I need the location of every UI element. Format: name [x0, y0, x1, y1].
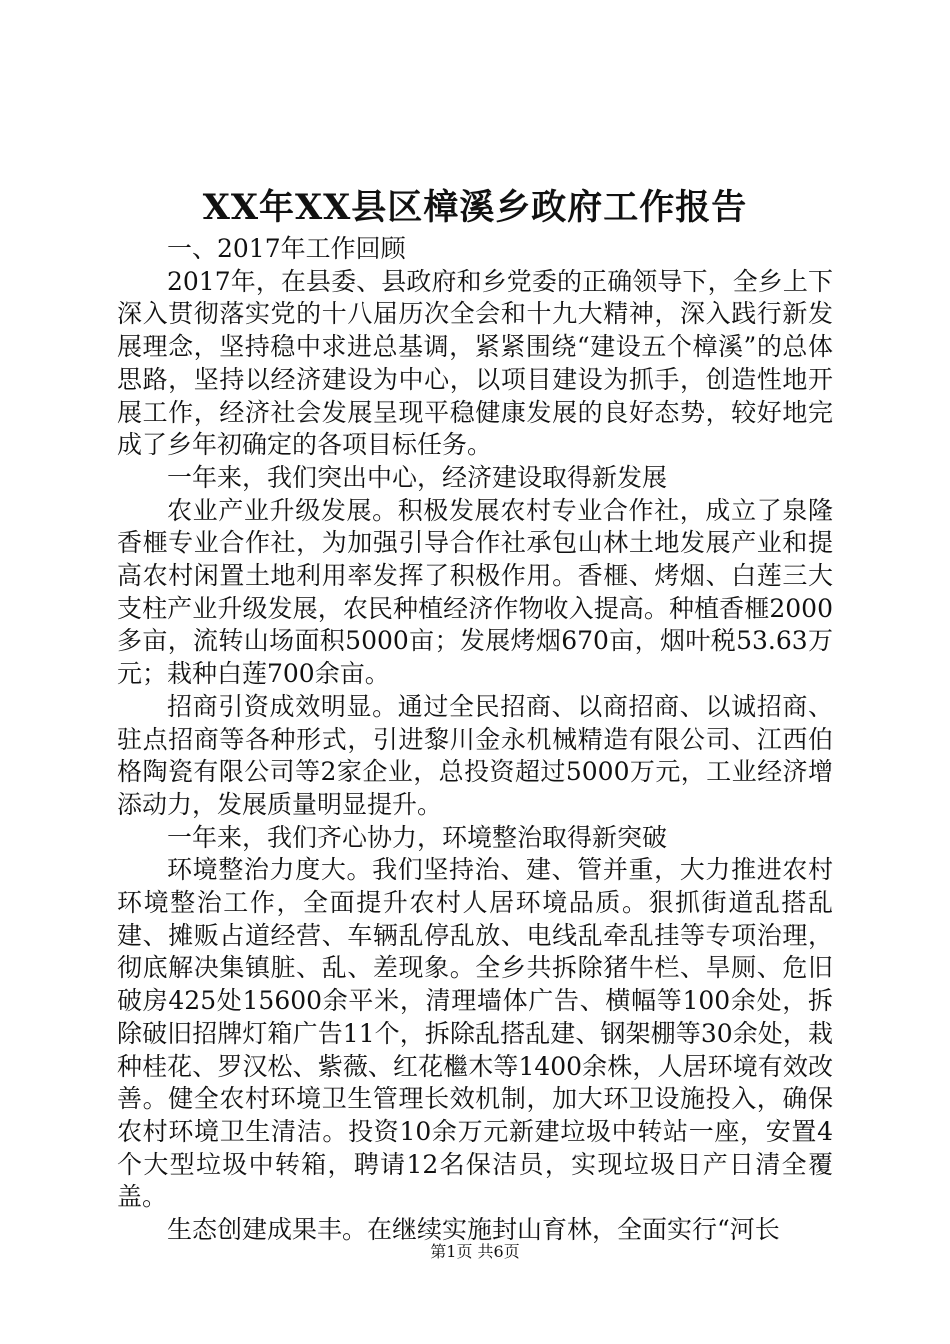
section-heading: 一、2017年工作回顾: [167, 234, 406, 263]
subheading-economy: 一年来，我们突出中心，经济建设取得新发展: [167, 462, 668, 492]
paragraph-overview: 2017年，在县委、县政府和乡党委的正确领导下，全乡上下深入贯彻落实党的十八届历次全会和十九大精神，深入践行新发展理念，坚持稳中求进总基调，紧紧围绕“建设五个樟溪”的总体思路，坚持以经济建设为中心，以项目建设为抓手，创造性地开展工作，经济社会发展呈现平稳健康发展的良好态势，较好地完成了乡年初确定的各项目标任务。: [117, 266, 833, 460]
paragraph-environment: 环境整治力度大。我们坚持治、建、管并重，大力推进农村环境整治工作，全面提升农村人居环境品质。狠抓街道乱搭乱建、摊贩占道经营、车辆乱停乱放、电线乱牵乱挂等专项治理，彻底解决集镇脏、乱、差现象。全乡共拆除猪牛栏、旱厕、危旧破房425处15600余平米，清理墙体广告、横幅等100余处，拆除破旧招牌灯箱广告11个，拆除乱搭乱建、钢架棚等30余处，栽种桂花、罗汉松、紫薇、红花檵木等1400余株，人居环境有效改善。健全农村环境卫生管理长效机制，加大环卫设施投入，确保农村环境卫生清洁。投资10余万元新建垃圾中转站一座，安置4个大型垃圾中转箱，聘请12名保洁员，实现垃圾日产日清全覆盖。: [117, 855, 833, 1212]
document-body: [117, 233, 833, 1247]
paragraph-agriculture: 农业产业升级发展。积极发展农村专业合作社，成立了泉隆香榧专业合作社，为加强引导合作社承包山林土地发展产业和提高农村闲置土地利用率发挥了积极作用。香榧、烤烟、白莲三大支柱产业升级发展，农民种植经济作物收入提高。种植香榧2000多亩，流转山场面积5000亩；发展烤烟670亩，烟叶税53.63万元；栽种白莲700余亩。: [117, 495, 833, 689]
document-title: XX年XX县区樟溪乡政府工作报告: [202, 187, 748, 228]
page-footer: 第1页 共6页: [430, 1242, 520, 1261]
paragraph-ecology: 生态创建成果丰。在继续实施封山育林，全面实行“河长: [167, 1215, 780, 1245]
subheading-environment: 一年来，我们齐心协力，环境整治取得新突破: [167, 822, 668, 852]
paragraph-investment: 招商引资成效明显。通过全民招商、以商招商、以诚招商、驻点招商等各种形式，引进黎川金永机械精造有限公司、江西伯格陶瓷有限公司等2家企业，总投资超过5000万元，工业经济增添动力，发展质量明显提升。: [117, 691, 833, 819]
